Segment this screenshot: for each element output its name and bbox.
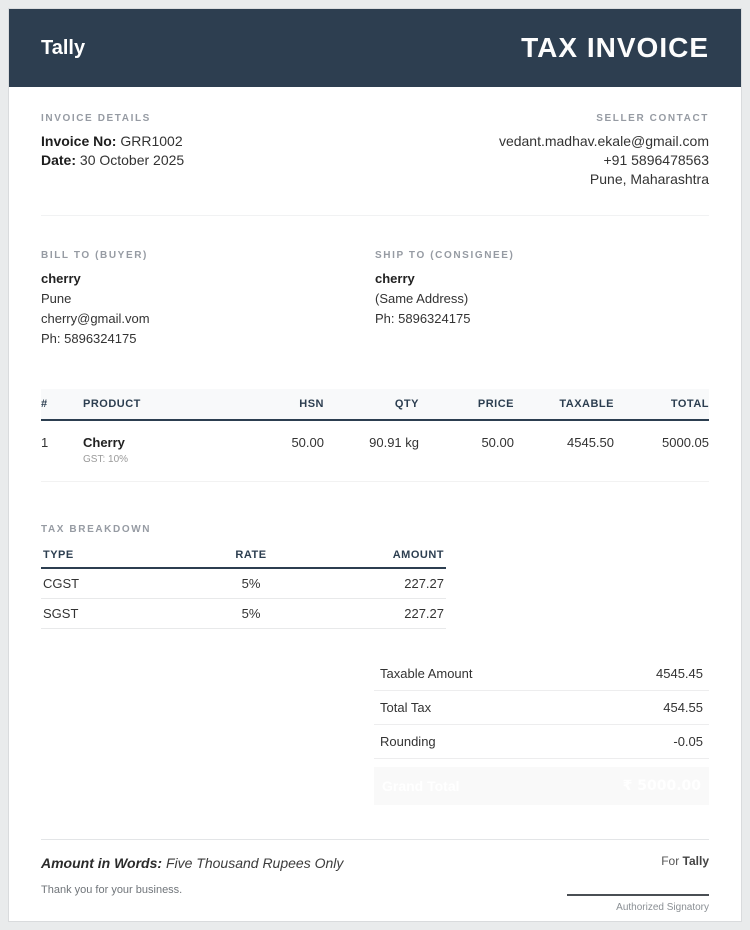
for-label: For — [661, 854, 683, 868]
invoice-details-block — [41, 113, 184, 189]
signature-line — [567, 894, 709, 896]
col-tax-rate: RATE — [191, 543, 311, 568]
col-qty: QTY — [324, 389, 419, 420]
taxable-amount-label: Taxable Amount — [380, 666, 473, 681]
col-product: PRODUCT — [83, 389, 244, 420]
invoice-date-line — [41, 151, 184, 170]
invoice-header — [9, 9, 741, 87]
invoice-card — [8, 8, 742, 922]
col-tax-amount: AMOUNT — [311, 543, 446, 568]
items-table — [41, 389, 709, 482]
rounding-label: Rounding — [380, 734, 436, 749]
item-hsn: 50.00 — [244, 420, 324, 482]
table-row — [41, 599, 446, 629]
item-sno: 1 — [41, 420, 83, 482]
item-taxable: 4545.50 — [514, 420, 614, 482]
taxable-amount-row — [374, 657, 709, 691]
buyer-name: cherry — [41, 271, 81, 286]
seller-location: Pune, Maharashtra — [589, 171, 709, 187]
item-product-name: Cherry — [83, 435, 125, 450]
taxable-amount-value: 4545.45 — [656, 666, 703, 681]
tax-type: CGST — [41, 568, 191, 599]
ship-to-block — [375, 250, 709, 349]
grand-total-row — [374, 767, 709, 805]
total-tax-label: Total Tax — [380, 700, 432, 715]
buyer-phone: Ph: 5896324175 — [41, 331, 137, 346]
totals-panel — [374, 657, 709, 805]
amount-in-words-label: Amount in Words: — [41, 855, 163, 871]
table-row — [41, 420, 709, 482]
buyer-email: cherry@gmail.vom — [41, 311, 150, 326]
invoice-details-label: INVOICE DETAILS — [41, 113, 151, 124]
rounding-value: -0.05 — [673, 734, 703, 749]
seller-phone: +91 5896478563 — [603, 152, 709, 168]
tax-type: SGST — [41, 599, 191, 629]
brand-logo: Tally — [41, 36, 86, 59]
invoice-number-value: GRR1002 — [116, 133, 183, 149]
invoice-number-label: Invoice No: — [41, 133, 117, 149]
item-price: 50.00 — [419, 420, 514, 482]
invoice-date-label: Date: — [41, 152, 77, 168]
tax-breakdown-table — [41, 543, 446, 629]
seller-email: vedant.madhav.ekale@gmail.com — [498, 133, 709, 149]
buyer-city: Pune — [41, 291, 72, 306]
col-total: TOTAL — [614, 389, 709, 420]
invoice-date-value: 30 October 2025 — [76, 152, 185, 168]
grand-total-value: ₹ 5000.00 — [622, 778, 701, 794]
bill-to-block — [41, 250, 375, 349]
total-tax-value: 454.55 — [663, 700, 703, 715]
for-brand: Tally — [682, 854, 709, 868]
tax-amount: 227.27 — [311, 568, 446, 599]
item-gst-note: GST: 10% — [83, 454, 129, 465]
thank-you-note: Thank you for your business. — [41, 884, 183, 896]
parties-section — [41, 250, 709, 349]
col-sno: # — [41, 389, 83, 420]
tax-header-row — [41, 543, 446, 568]
col-tax-type: TYPE — [41, 543, 191, 568]
col-price: PRICE — [419, 389, 514, 420]
invoice-body — [9, 113, 741, 871]
ship-to-label: SHIP TO (CONSIGNEE) — [375, 250, 515, 261]
bill-to-label: BILL TO (BUYER) — [41, 250, 148, 261]
meta-section — [41, 113, 709, 216]
rounding-row — [374, 725, 709, 759]
amount-in-words-value: Five Thousand Rupees Only — [162, 855, 344, 871]
item-product-cell — [83, 420, 244, 482]
tax-breakdown-label: TAX BREAKDOWN — [41, 524, 152, 535]
col-hsn: HSN — [244, 389, 324, 420]
document-title: TAX INVOICE — [521, 32, 709, 63]
tax-amount: 227.27 — [311, 599, 446, 629]
authorized-signatory-label: Authorized Signatory — [616, 902, 709, 913]
for-company-line — [661, 854, 709, 868]
consignee-name: cherry — [375, 271, 415, 286]
table-row — [41, 568, 446, 599]
tax-rate: 5% — [191, 568, 311, 599]
tax-rate: 5% — [191, 599, 311, 629]
invoice-footer — [41, 839, 709, 923]
invoice-number-line — [41, 132, 184, 151]
item-qty: 90.91 kg — [324, 420, 419, 482]
item-total: 5000.05 — [614, 420, 709, 482]
consignee-address: (Same Address) — [375, 291, 469, 306]
col-taxable: TAXABLE — [514, 389, 614, 420]
tax-breakdown-section — [41, 524, 446, 629]
grand-total-label: Grand Total — [382, 778, 460, 794]
total-tax-row — [374, 691, 709, 725]
seller-contact-block — [499, 113, 709, 189]
seller-contact-label: SELLER CONTACT — [596, 113, 709, 124]
consignee-phone: Ph: 5896324175 — [375, 311, 471, 326]
items-header-row — [41, 389, 709, 420]
